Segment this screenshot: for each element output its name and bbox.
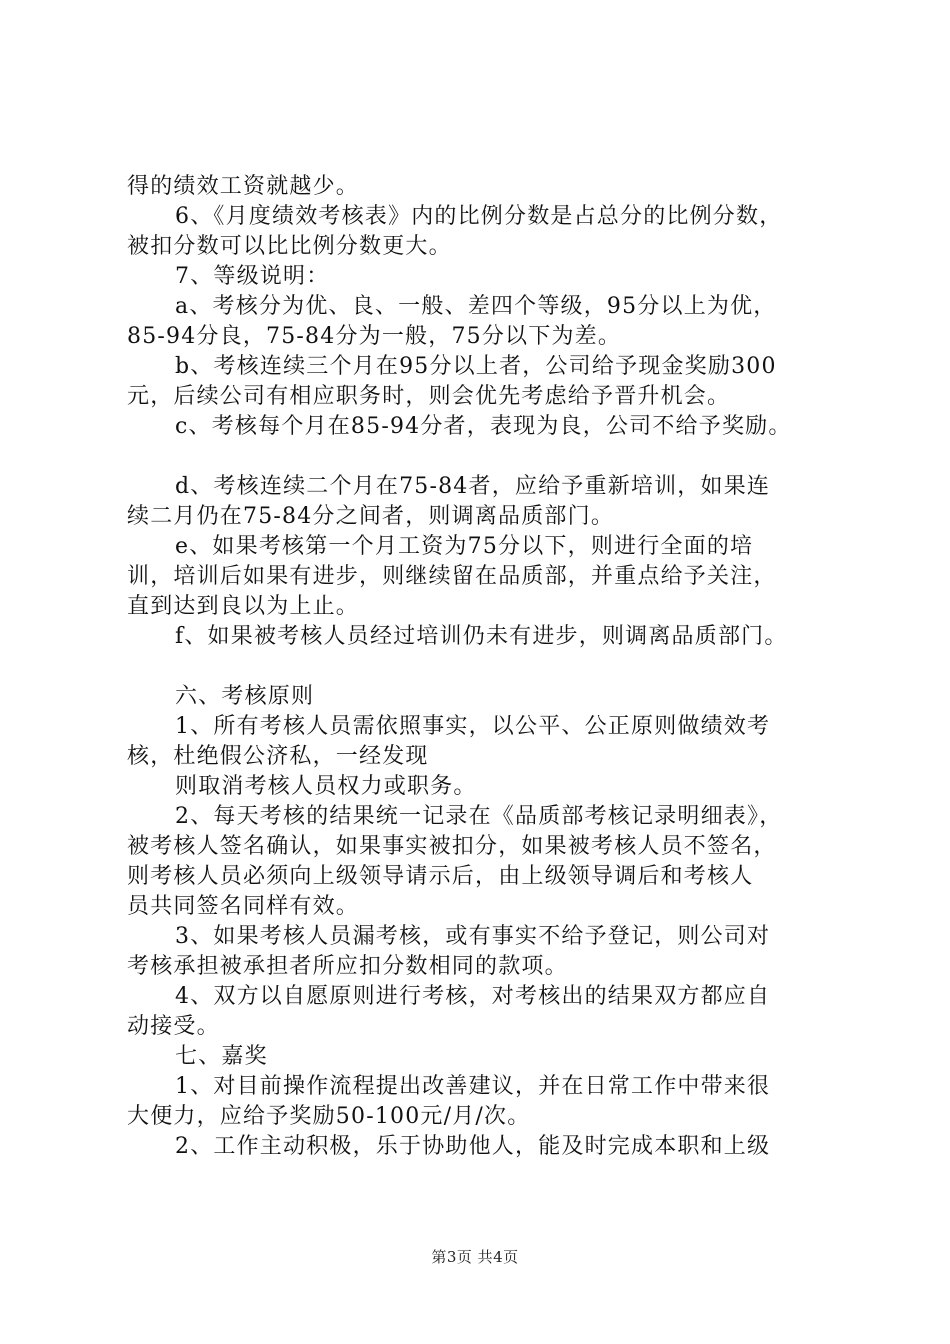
paragraph-line: 2、工作主动积极，乐于协助他人，能及时完成本职和上级 bbox=[175, 1134, 771, 1159]
blank-line bbox=[127, 442, 857, 472]
paragraph-line: 4、双方以自愿原则进行考核，对考核出的结果双方都应自 bbox=[175, 984, 771, 1009]
paragraph-line: 得的绩效工资就越少。 bbox=[127, 174, 360, 199]
paragraph-line: 元，后续公司有相应职务时，则会优先考虑给予晋升机会。 bbox=[127, 384, 731, 409]
paragraph-line: d、考核连续二个月在75-84者，应给予重新培训，如果连 bbox=[175, 474, 771, 499]
paragraph-line: 1、对目前操作流程提出改善建议，并在日常工作中带来很 bbox=[175, 1074, 771, 1099]
paragraph-line: 被考核人签名确认，如果事实被扣分，如果被考核人员不签名， bbox=[127, 834, 777, 859]
paragraph-line: 续二月仍在75-84分之间者，则调离品质部门。 bbox=[127, 504, 615, 529]
paragraph-line: 2、每天考核的结果统一记录在《品质部考核记录明细表》， bbox=[175, 804, 783, 829]
paragraph-line: c、考核每个月在85-94分者，表现为良，公司不给予奖励。 bbox=[175, 414, 792, 439]
section-heading: 七、嘉奖 bbox=[175, 1044, 268, 1069]
paragraph-line: 核，杜绝假公济私，一经发现 bbox=[127, 744, 429, 769]
paragraph-line: 85-94分良，75-84分为一般，75分以下为差。 bbox=[127, 324, 622, 349]
paragraph-line: 训，培训后如果有进步，则继续留在品质部，并重点给予关注， bbox=[127, 564, 777, 589]
paragraph-line: e、如果考核第一个月工资为75分以下，则进行全面的培 bbox=[175, 534, 754, 559]
section-heading: 六、考核原则 bbox=[175, 684, 315, 709]
paragraph-line: f、如果被考核人员经过培训仍未有进步，则调离品质部门。 bbox=[175, 624, 788, 649]
paragraph-line: 1、所有考核人员需依照事实，以公平、公正原则做绩效考 bbox=[175, 714, 771, 739]
paragraph-line: 3、如果考核人员漏考核，或有事实不给予登记，则公司对 bbox=[175, 924, 771, 949]
paragraph-line: 考核承担被承担者所应扣分数相同的款项。 bbox=[127, 954, 568, 979]
paragraph-line: 直到达到良以为上止。 bbox=[127, 594, 360, 619]
section-heading: 7、等级说明： bbox=[175, 264, 330, 289]
paragraph-line: 则考核人员必须向上级领导请示后，由上级领导调后和考核人 bbox=[127, 864, 754, 889]
paragraph-line: 则取消考核人员权力或职务。 bbox=[175, 774, 477, 799]
paragraph-line: 动接受。 bbox=[127, 1014, 220, 1039]
paragraph-line: 员共同签名同样有效。 bbox=[127, 894, 360, 919]
document-body bbox=[127, 172, 857, 1162]
paragraph-line: a、考核分为优、良、一般、差四个等级，95分以上为优， bbox=[175, 294, 777, 319]
blank-line bbox=[127, 652, 857, 682]
paragraph-line: 大便力，应给予奖励50-100元/月/次。 bbox=[127, 1104, 531, 1129]
paragraph-line: b、考核连续三个月在95分以上者，公司给予现金奖励300 bbox=[175, 354, 777, 379]
page-number-footer: 第3页 共4页 bbox=[431, 1248, 519, 1266]
paragraph-line: 6、《月度绩效考核表》内的比例分数是占总分的比例分数， bbox=[175, 204, 783, 229]
paragraph-line: 被扣分数可以比比例分数更大。 bbox=[127, 234, 452, 259]
